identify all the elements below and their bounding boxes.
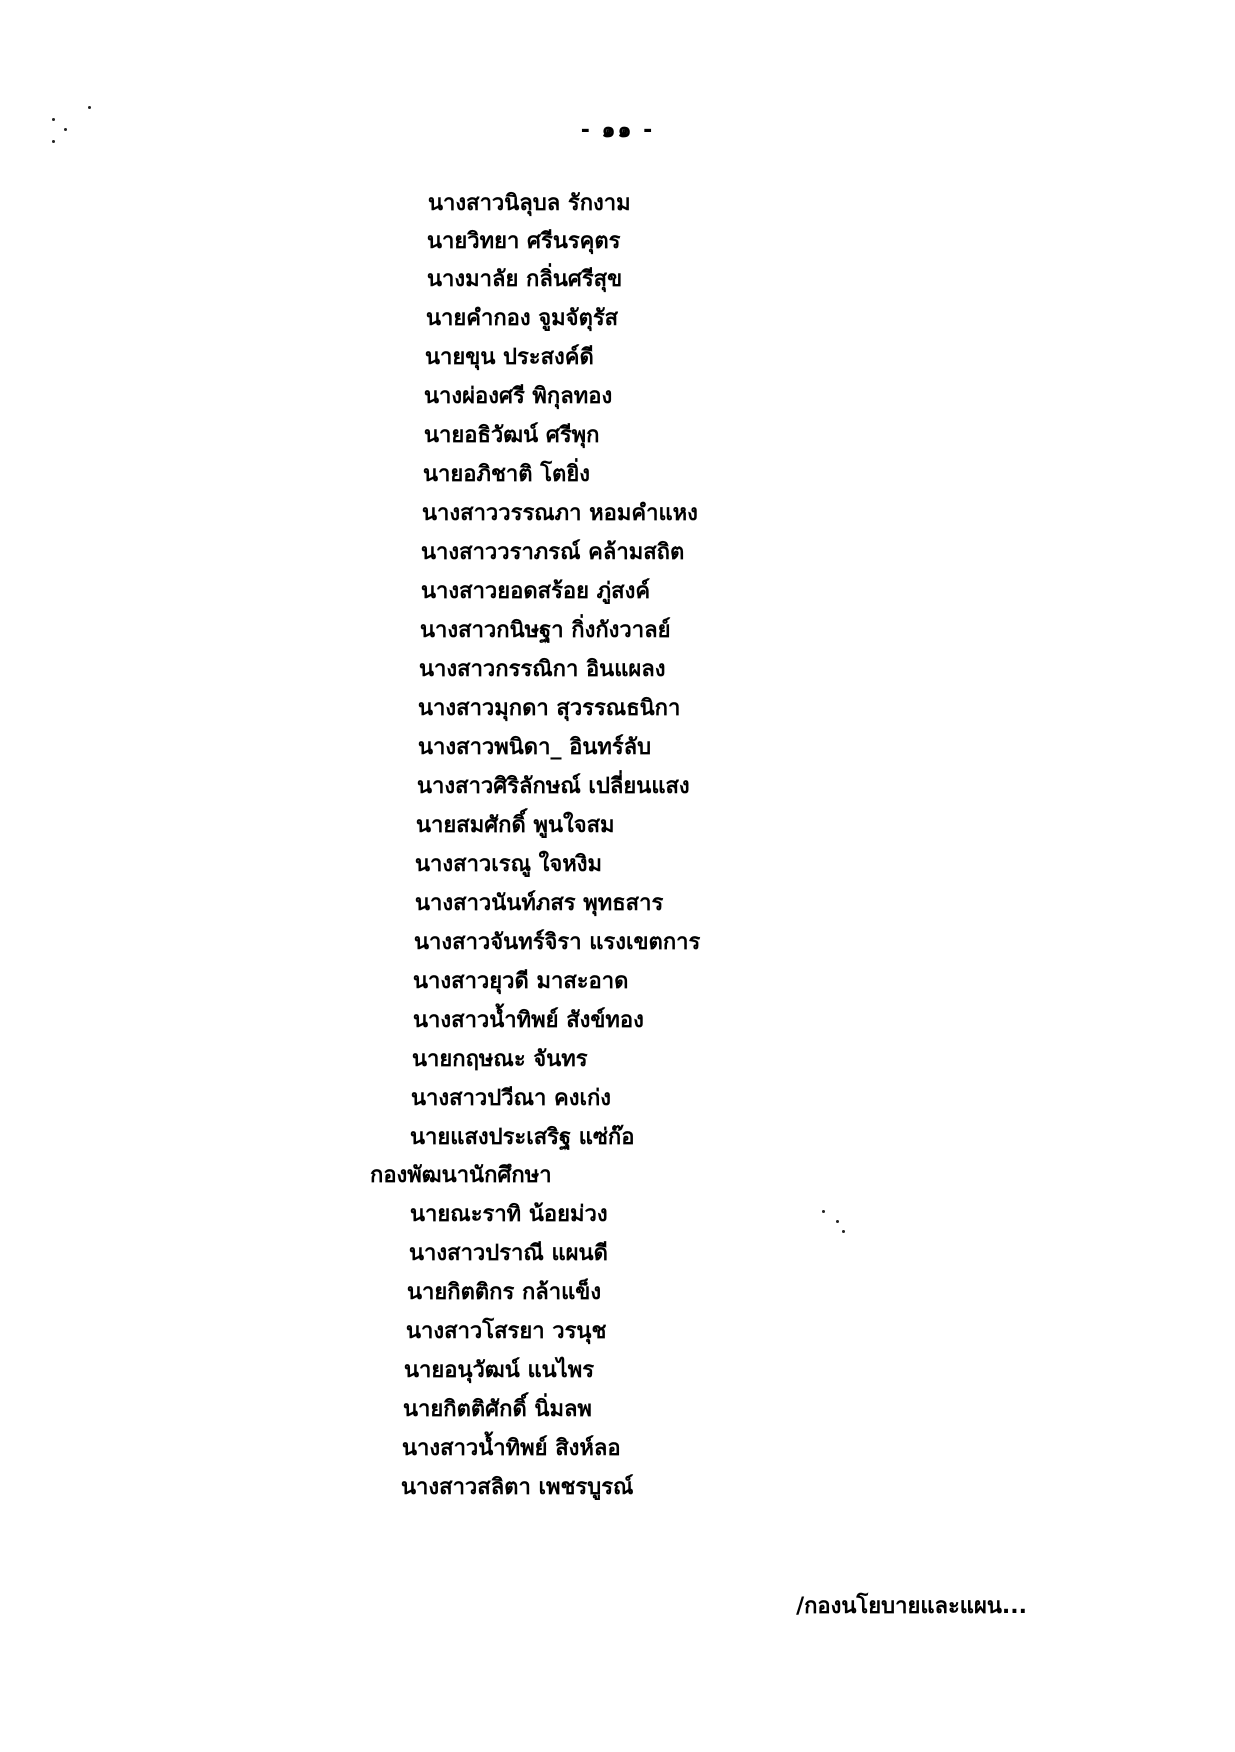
name-line: นายคำกอง จูมจัตุรัส (426, 306, 619, 331)
name-line: นางสาวปราณี แผนดี (409, 1241, 608, 1266)
page-number: - ๑๑ - (580, 118, 655, 143)
name-line: นายวิทยา ศรีนรคุตร (427, 229, 621, 254)
name-line: นางสาวจันทร์จิรา แรงเขตการ (414, 930, 701, 955)
scan-speck (52, 140, 55, 143)
name-line: นางสาวกรรณิกา อินแผลง (419, 657, 666, 682)
name-line: นางสาวสลิตา เพชรบูรณ์ (401, 1475, 634, 1500)
name-line: นางสาวน้ำทิพย์ สังข์ทอง (413, 1008, 644, 1033)
name-line: นายกิตติศักดิ์ นิ่มลพ (403, 1397, 592, 1422)
name-line: นางสาวน้ำทิพย์ สิงห์ลอ (402, 1436, 621, 1461)
name-line: นายณะราทิ น้อยม่วง (410, 1202, 608, 1227)
section-heading: กองพัฒนานักศึกษา (370, 1163, 552, 1188)
name-line: นางสาววราภรณ์ คล้ามสถิต (421, 540, 685, 565)
scan-speck (822, 1210, 825, 1213)
name-line: นางมาลัย กลิ่นศรีสุข (427, 267, 623, 292)
name-line: นางสาวปวีณา คงเก่ง (411, 1086, 612, 1111)
name-line: นายอธิวัฒน์ ศรีพุก (424, 423, 600, 448)
scan-speck (836, 1220, 839, 1223)
name-line: นางสาวโสรยา วรนุช (406, 1319, 607, 1344)
continuation-note: /กองนโยบายและแผน... (796, 1594, 1027, 1619)
name-line: นางสาวยอดสร้อย ภู่สงค์ (421, 579, 651, 604)
name-line: นายสมศักดิ์ พูนใจสม (416, 813, 615, 838)
name-line: นางสาวกนิษฐา กิ่งกังวาลย์ (420, 618, 671, 643)
name-line: นางสาวพนิดา_ อินทร์ลับ (418, 735, 652, 760)
name-line: นางสาวยุวดี มาสะอาด (413, 969, 629, 994)
name-line: นางสาววรรณภา หอมคำแหง (422, 501, 698, 526)
name-line: นางสาวศิริลักษณ์ เปลี่ยนแสง (417, 774, 690, 799)
name-line: นางสาวมุกดา สุวรรณธนิกา (418, 696, 681, 721)
name-line: นางสาวนันท์ภสร พุทธสาร (415, 891, 664, 916)
name-line: นายขุน ประสงค์ดี (425, 345, 594, 370)
name-line: นายกิตติกร กล้าแข็ง (407, 1280, 602, 1305)
name-line: นายกฤษณะ จันทร (412, 1047, 588, 1072)
name-line: นายอนุวัฒน์ แนไพร (404, 1358, 595, 1383)
scan-speck (64, 128, 67, 131)
scan-speck (88, 106, 91, 109)
name-line: นายแสงประเสริฐ แซ่ก๊อ (410, 1125, 635, 1150)
scan-speck (842, 1230, 845, 1233)
name-line: นายอภิชาติ โตยิ่ง (423, 462, 590, 487)
name-line: นางผ่องศรี พิกุลทอง (424, 384, 613, 409)
name-line: นางสาวนิลุบล รักงาม (428, 191, 631, 216)
name-line: นางสาวเรณู ใจหงิม (415, 852, 603, 877)
scan-speck (52, 118, 55, 121)
